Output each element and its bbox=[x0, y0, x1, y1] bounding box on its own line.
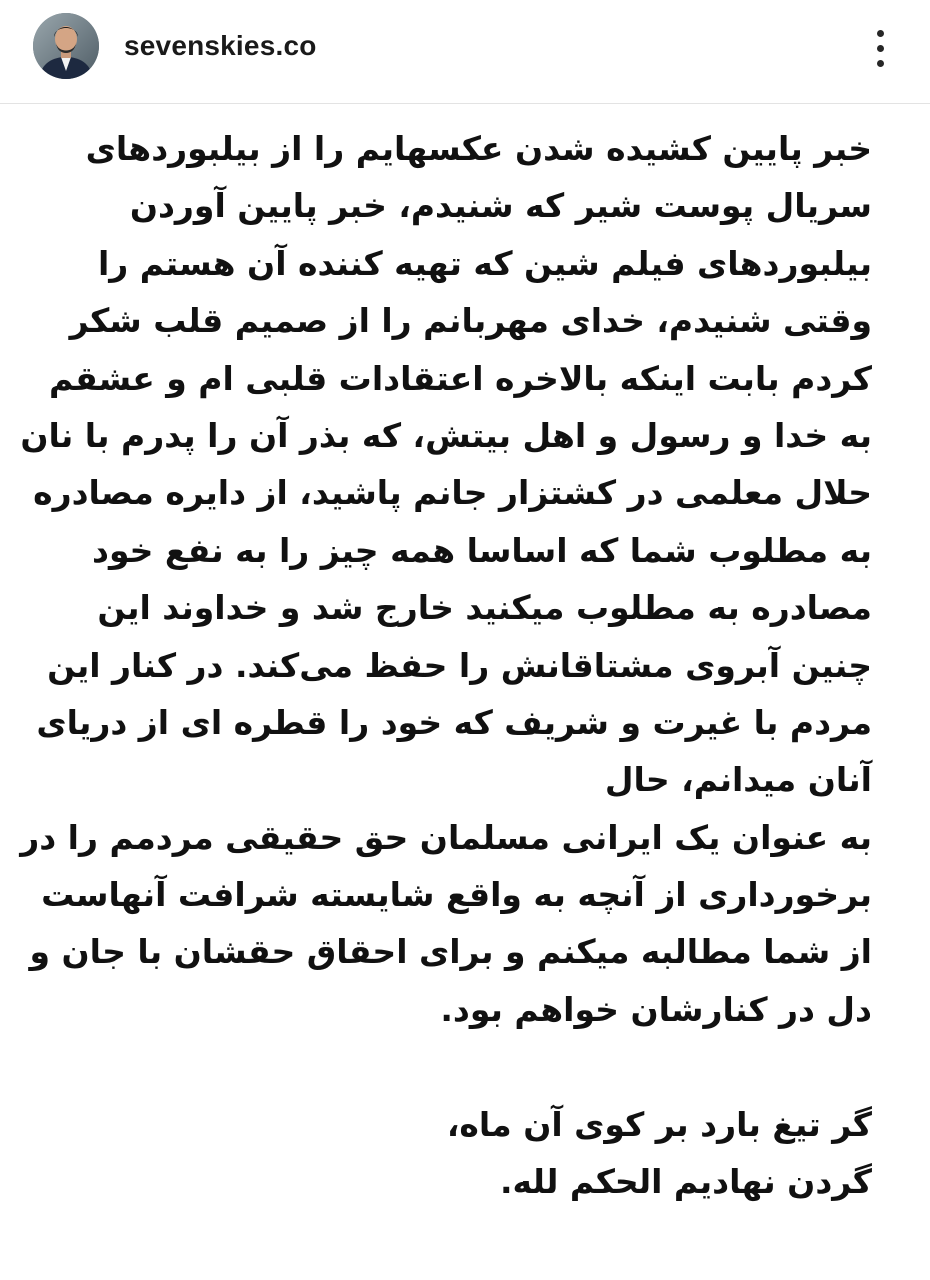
profile-photo bbox=[33, 13, 99, 79]
caption-line: مردم با غیرت و شریف که خود را قطره ای از دریای bbox=[36, 702, 872, 742]
caption-line: بیلبوردهای فیلم شین که تهیه کننده آن هستم را bbox=[97, 243, 872, 283]
caption-line: به مطلوب شما که اساسا همه چیز را به نفع خود bbox=[92, 530, 872, 570]
post-header bbox=[0, 0, 930, 104]
more-options-icon[interactable] bbox=[862, 22, 898, 74]
caption-line: وقتی شنیدم، خدای مهربانم را از صمیم قلب شکر bbox=[69, 301, 872, 341]
paragraph-gap bbox=[52, 1038, 872, 1095]
caption-line: خبر پایین کشیده شدن عکسهایم را از بیلبوردهای bbox=[85, 129, 872, 168]
caption-line: کردم بابت اینکه بالاخره اعتقادات قلبی ام و عشقم bbox=[49, 358, 872, 398]
more-dot bbox=[877, 45, 884, 52]
username-link[interactable]: sevenskies.co bbox=[124, 30, 317, 61]
post-caption bbox=[20, 120, 872, 1210]
caption-line: مصادره به مطلوب میکنید خارج شد و خداوند این bbox=[97, 588, 872, 628]
caption-line: حلال معلمی در کشتزار جانم پاشید، از دایره مصادره bbox=[33, 473, 872, 513]
poem-line: گردن نهادیم الحکم لله. bbox=[499, 1162, 872, 1202]
poem-line: گر تیغ بارد بر کوی آن ماه، bbox=[446, 1104, 872, 1144]
caption-line: چنین آبروی مشتاقانش را حفظ می‌کند. در کنار این bbox=[47, 645, 872, 685]
caption-line: از شما مطالبه میکنم و برای احقاق حقشان با جان و bbox=[29, 932, 872, 972]
caption-line: به عنوان یک ایرانی مسلمان حق حقیقی مردمم را در bbox=[20, 817, 872, 857]
more-dot bbox=[877, 60, 884, 67]
caption-line: دل در کنارشان خواهم بود. bbox=[440, 989, 872, 1029]
more-dot bbox=[877, 30, 884, 37]
caption-line: سریال پوست شیر که شنیدم، خبر پایین آوردن bbox=[129, 186, 872, 226]
avatar[interactable] bbox=[33, 13, 99, 79]
caption-line: آنان میدانم، حال bbox=[604, 760, 872, 800]
caption-line: برخورداری از آنچه به واقع شایسته شرافت آنهاست bbox=[41, 875, 872, 915]
caption-line: به خدا و رسول و اهل بیتش، که بذر آن را پدرم با نان bbox=[20, 415, 872, 455]
